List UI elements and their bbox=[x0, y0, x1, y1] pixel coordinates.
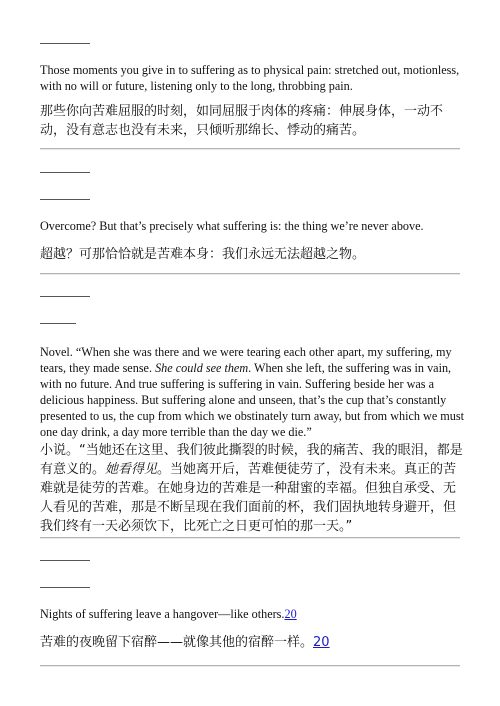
passage-4-chinese bbox=[40, 633, 464, 652]
passage-3-chinese-text: 小说。“当她还在这里、我们彼此撕裂的时候，我的痛苦、我的眼泪，都是有意义的。 bbox=[40, 443, 463, 477]
passage-3-english-text-rest: . When she left, the suffering was in vain, with no future. And true suffering is suffering in vain. Suffering beside her was a delicious happiness. But suffering alone and unseen, that’s the cup that’s constantly presented to us, the cup from which we obstinately turn away, but from which we must one day drink, a day more terrible than the day we die.” bbox=[40, 361, 464, 439]
short-rule bbox=[40, 323, 76, 324]
passage-3-chinese-emphasis: 她看得见 bbox=[105, 462, 158, 477]
passage-2-chinese: 超越？可那恰恰就是苦难本身：我们永远无法超越之物。 bbox=[40, 247, 366, 262]
passage-3-english-emphasis: She could see them bbox=[155, 361, 249, 375]
footnote-link[interactable]: 20 bbox=[313, 635, 330, 650]
section-divider bbox=[40, 665, 460, 667]
passage-1-english: Those moments you give in to suffering as to physical pain: stretched out, motionless, with no will or future, listening only to the long, throbbing pain. bbox=[40, 63, 460, 93]
short-rule bbox=[40, 172, 90, 173]
footnote-link[interactable]: 20 bbox=[284, 607, 297, 621]
passage-3-chinese bbox=[40, 441, 464, 536]
short-rule bbox=[40, 587, 90, 588]
section-divider bbox=[40, 273, 460, 275]
section-divider bbox=[40, 148, 460, 150]
short-rule bbox=[40, 199, 90, 200]
short-rule bbox=[40, 560, 90, 561]
top-rule bbox=[40, 43, 90, 44]
passage-4-chinese-text: 苦难的夜晚留下宿醉——就像其他的宿醉一样。 bbox=[40, 635, 314, 650]
passage-1-chinese: 那些你向苦难屈服的时刻，如同屈服于肉体的疼痛：伸展身体，一动不动，没有意志也没有未来，只倾听那绵长、悸动的痛苦。 bbox=[40, 104, 444, 138]
passage-3-english bbox=[40, 344, 468, 440]
short-rule bbox=[40, 296, 90, 297]
passage-4-english-text: Nights of suffering leave a hangover—like others. bbox=[40, 607, 285, 621]
passage-3-english-text: Novel. “When she was there and we were tearing each other apart, my suffering, my tears, they made sense. bbox=[40, 345, 452, 375]
passage-4-english bbox=[40, 606, 468, 622]
passage-3-chinese-text-rest: 。当她离开后，苦难便徒劳了，没有未来。真正的苦难就是徒劳的苦难。在她身边的苦难是一种甜蜜的幸福。但独自承受、无人看见的苦难，那是不断呈现在我们面前的杯，我们固执地转身避开，但我们终有一天必须饮下，比死亡之日更可怕的那一天。” bbox=[40, 462, 457, 534]
section-divider bbox=[40, 537, 460, 539]
passage-2-english: Overcome? But that’s precisely what suffering is: the thing we’re never above. bbox=[40, 219, 424, 233]
